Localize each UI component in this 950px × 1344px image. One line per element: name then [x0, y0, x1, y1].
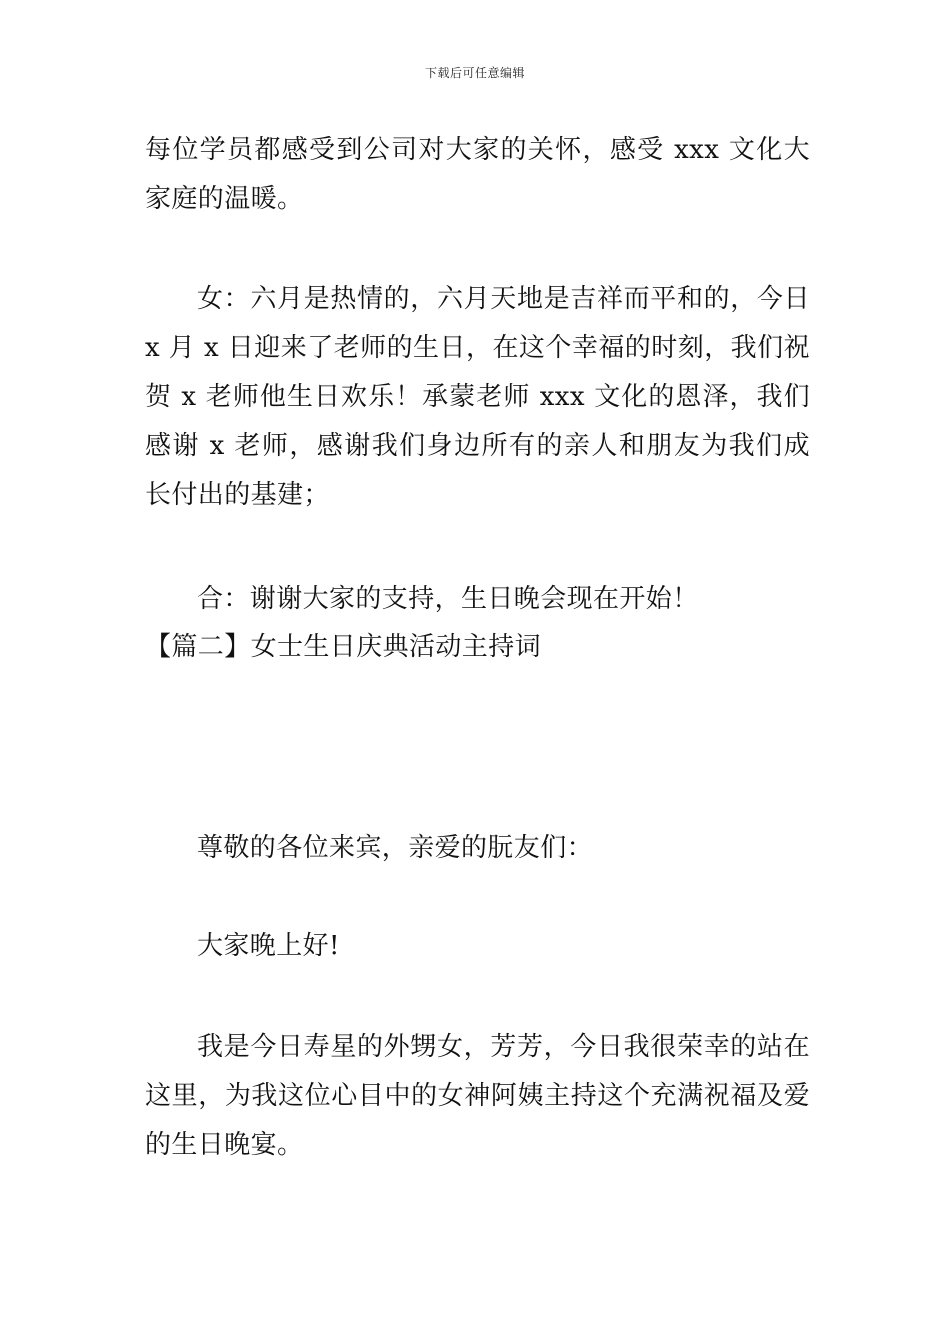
paragraph-3: 合：谢谢大家的支持，生日晚会现在开始！: [197, 584, 699, 614]
page-header-note: 下载后可任意编辑: [424, 66, 525, 80]
section-title: 【篇二】女士生日庆典活动主持词: [145, 632, 542, 662]
paragraph-2: 女：六月是热情的，六月天地是吉祥而平和的，今日 x 月 x 日迎来了老师的生日，在这个幸福的时刻，我们祝贺 x 老师他生日欢乐！承蒙老师 xxx 文化的恩泽，我们感谢 x 老师，感谢我们身边所有的亲人和朋友为我们成长付出的基建；: [145, 284, 810, 510]
paragraph-6: 我是今日寿星的外甥女，芳芳，今日我很荣幸的站在这里，为我这位心目中的女神阿姨主持这个充满祝福及爱的生日晚宴。: [145, 1032, 810, 1160]
paragraph-1: 每位学员都感受到公司对大家的关怀，感受 xxx 文化大家庭的温暖。: [145, 135, 810, 214]
paragraph-4: 尊敬的各位来宾，亲爱的朊友们：: [197, 833, 594, 863]
paragraph-5: 大家晚上好!: [197, 931, 340, 961]
